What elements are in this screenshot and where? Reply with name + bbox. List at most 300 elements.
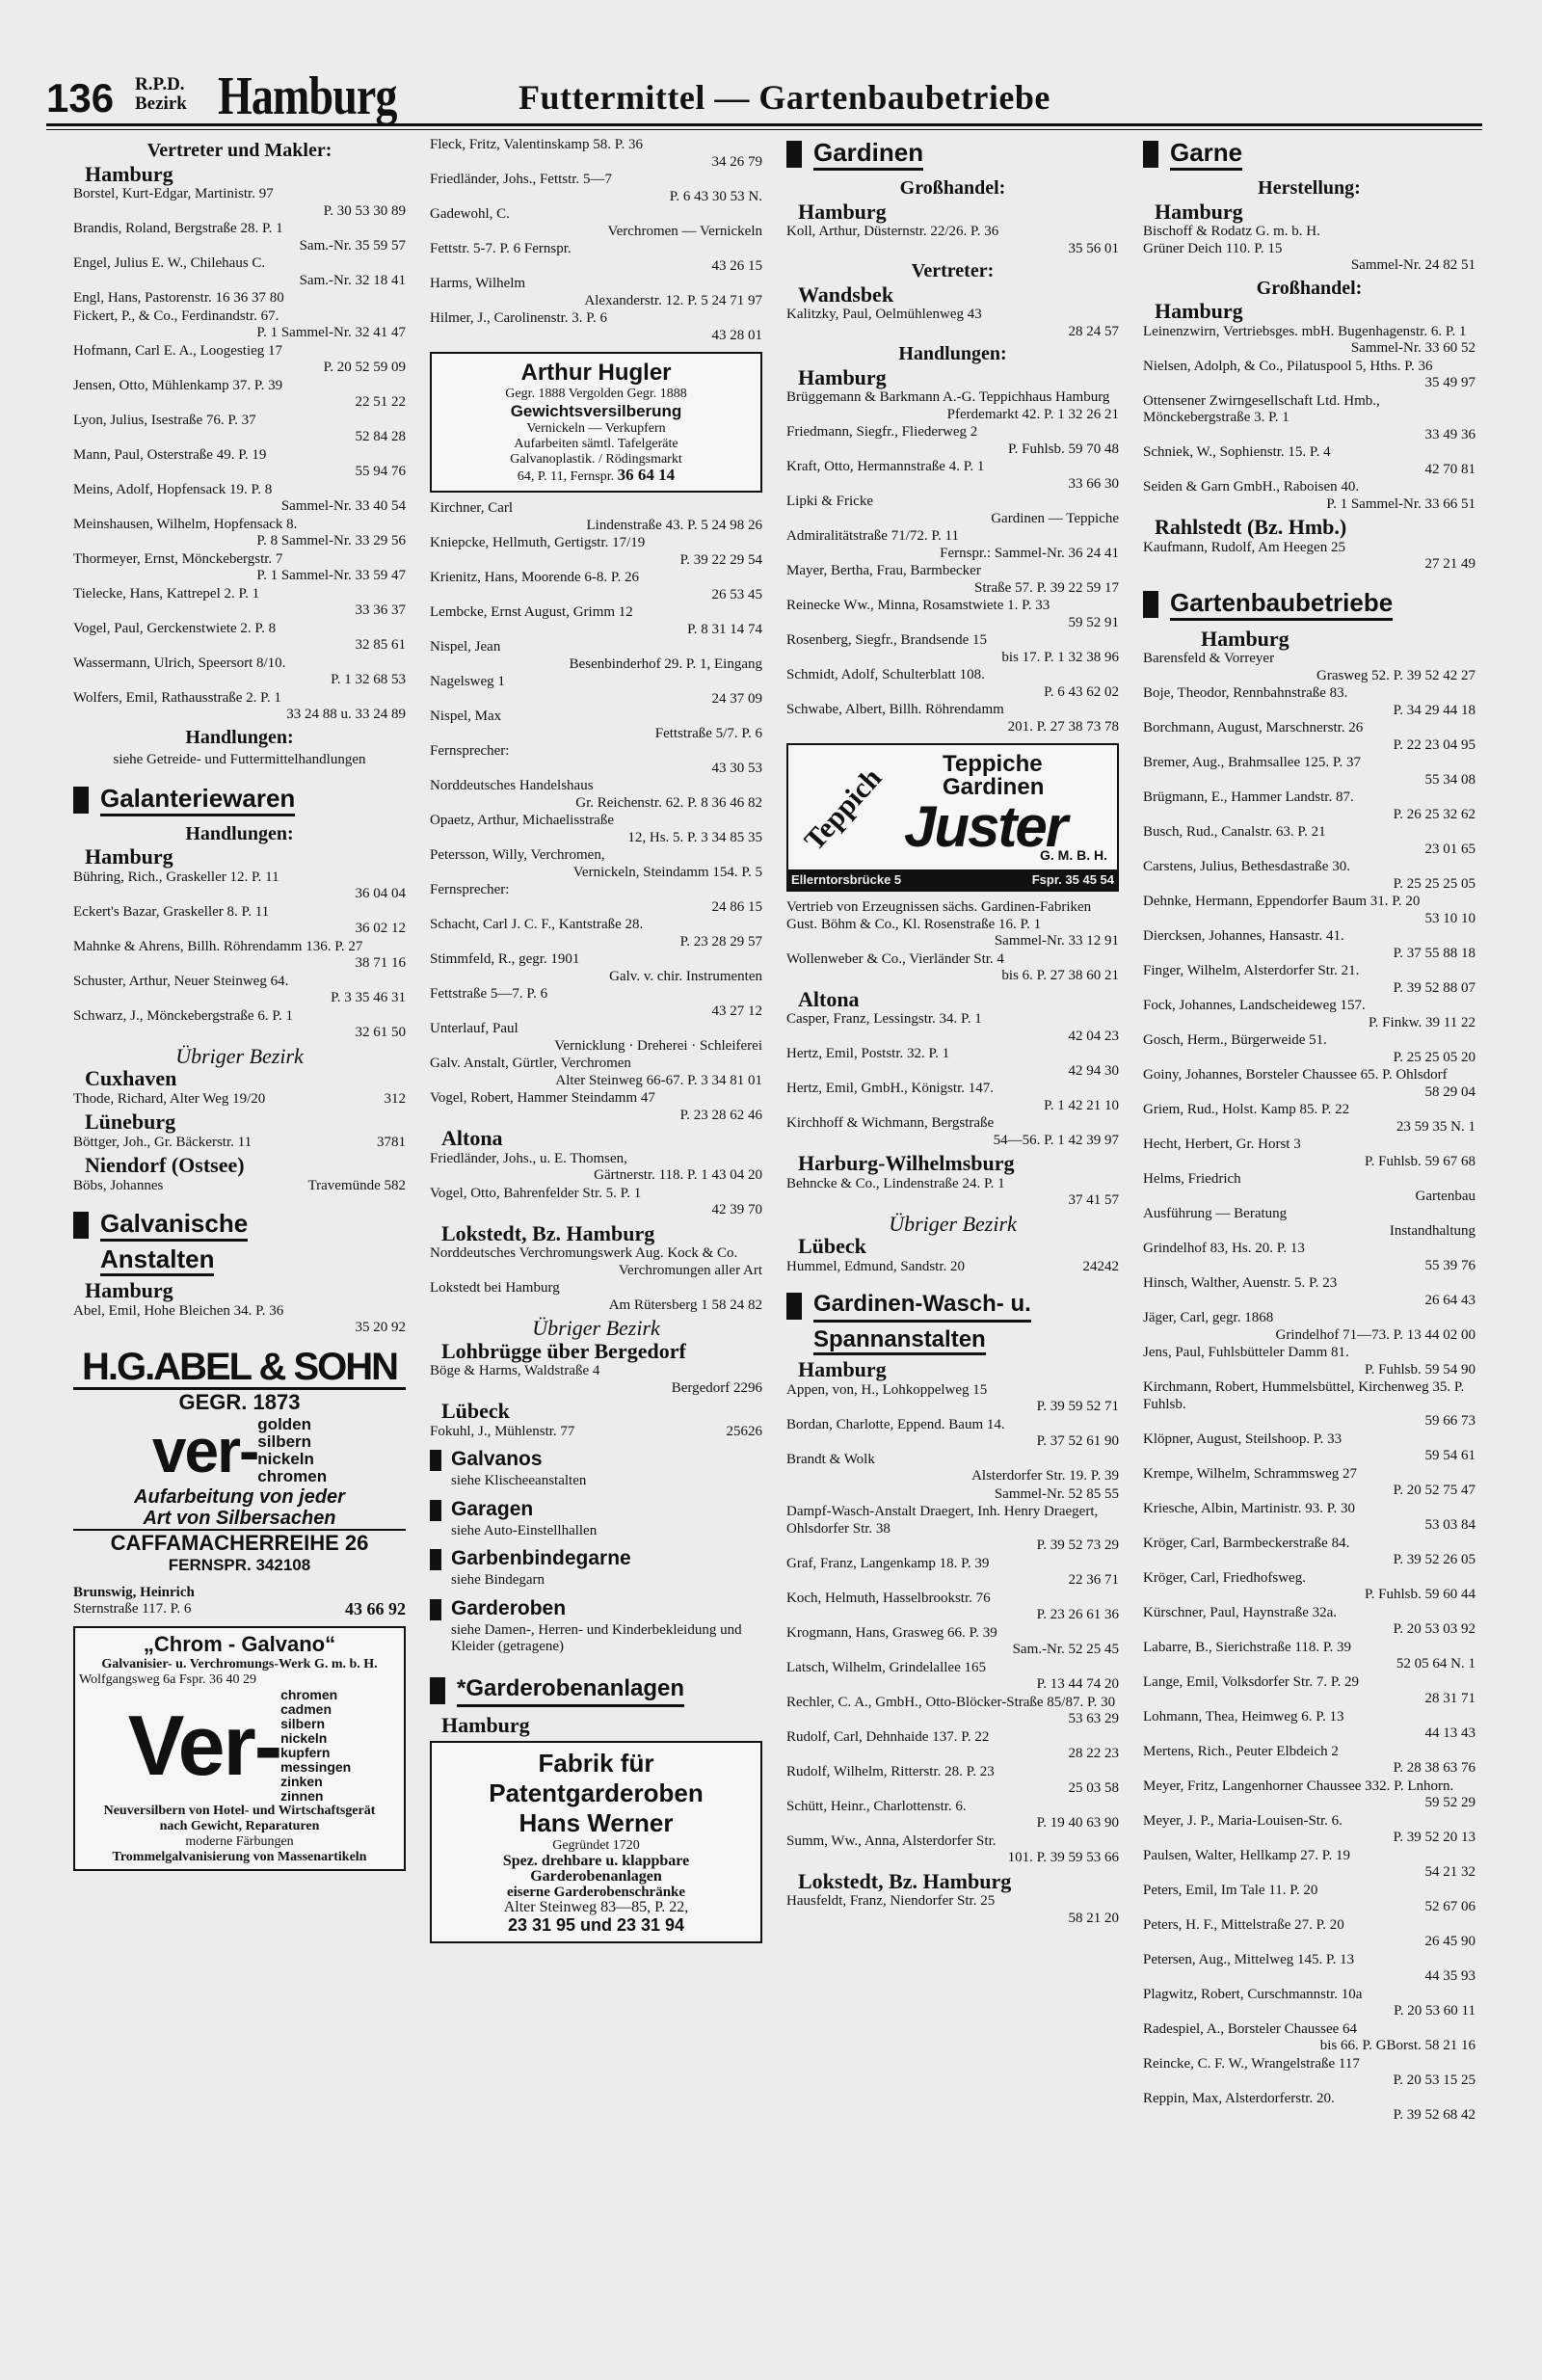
- entry-detail: 33 49 36: [1424, 426, 1476, 442]
- list-item: [1143, 894, 1476, 927]
- list-item: [73, 308, 406, 342]
- entry-detail: 32 61 50: [355, 1025, 406, 1040]
- list-item: [430, 1245, 762, 1279]
- entry-detail: Gärtnerstr. 118. P. 1 43 04 20: [594, 1167, 762, 1183]
- advertisement-hans-werner: [430, 1741, 762, 1943]
- list-item: [786, 528, 1119, 562]
- entry-text: Diercksen, Johannes, Hansastr. 41.: [1143, 928, 1344, 944]
- entry-detail: 59 66 73: [1424, 1413, 1476, 1429]
- entry-text: Lohmann, Thea, Heimweg 6. P. 13: [1143, 1708, 1344, 1725]
- entry-text: Nispel, Max: [430, 709, 502, 724]
- entry-text: Engel, Julius E. W., Chilehaus C.: [73, 255, 266, 271]
- list-item: [1143, 755, 1476, 789]
- list-item: [73, 939, 406, 973]
- square-bullet-icon: [430, 1500, 441, 1521]
- list-item: [1143, 824, 1476, 858]
- ad-title: „Chrom - Galvano“: [143, 1631, 336, 1656]
- entry-detail: Grindelhof 71—73. P. 13 44 02 00: [1275, 1326, 1476, 1343]
- cross-reference: siehe Auto-Einstellhallen: [451, 1522, 598, 1538]
- entry-detail: Gardinen — Teppiche: [991, 510, 1119, 526]
- entry-text: Koch, Helmuth, Hasselbrookstr. 76: [786, 1590, 991, 1606]
- entry-text: Schmidt, Adolf, Schulterblatt 108.: [786, 667, 985, 682]
- column-2: [430, 137, 762, 2359]
- entry-text: Fernsprecher:: [430, 882, 510, 897]
- place-heading: Hamburg: [441, 1712, 530, 1737]
- entry-detail: bis 17. P. 1 32 38 96: [1001, 649, 1119, 665]
- entry-text: Mayer, Bertha, Frau, Barmbecker: [786, 563, 981, 578]
- section-subheading: Großhandel:: [899, 177, 1006, 199]
- list-item: [1143, 479, 1476, 513]
- section-heading: [430, 1498, 762, 1521]
- list-item: [430, 986, 762, 1020]
- section-title: Spannanstalten: [813, 1326, 986, 1355]
- list-item: [1143, 1744, 1476, 1778]
- ad-line: Gegr. 1888 Vergolden Gegr. 1888: [505, 387, 687, 401]
- entry-text: Lyon, Julius, Isestraße 76. P. 37: [73, 412, 256, 428]
- entry-text: Brandt & Wolk: [786, 1451, 875, 1467]
- entry-phone: Travemünde 582: [307, 1177, 406, 1193]
- entry-detail: P. Finkw. 39 11 22: [1369, 1014, 1476, 1030]
- entry-detail: Sammel-Nr. 52 85 55: [994, 1485, 1119, 1502]
- ad-phone: FERNSPR. 342108: [168, 1555, 311, 1574]
- entry-detail: P. 30 53 30 89: [323, 202, 406, 219]
- place-heading: Harburg-Wilhelmsburg: [798, 1151, 1015, 1175]
- place-heading: Hamburg: [85, 844, 173, 869]
- ad-metal-item: cadmen: [280, 1700, 332, 1717]
- list-item: [73, 586, 406, 620]
- entry-detail: P. 1 Sammel-Nr. 32 41 47: [256, 325, 406, 340]
- ad-line: Spez. drehbare u. klappbare Garderobenanlagen: [502, 1853, 690, 1885]
- entry-detail: 44 35 93: [1424, 1968, 1476, 1984]
- entry-detail: Fettstraße 5/7. P. 6: [654, 725, 762, 741]
- entry-phone: 312: [384, 1090, 406, 1107]
- bezirk-label: [135, 75, 187, 114]
- list-item: [430, 1424, 762, 1441]
- entry-text: Bühring, Rich., Graskeller 12. P. 11: [73, 869, 279, 885]
- page-header: [46, 67, 1482, 126]
- list-item: [430, 172, 762, 205]
- list-item: [1143, 2021, 1476, 2055]
- entry-detail: Alexanderstr. 12. P. 5 24 71 97: [584, 292, 762, 308]
- ad-ver-text: ver-: [151, 1415, 258, 1485]
- ad-line: eiserne Garderobenschränke: [506, 1885, 686, 1900]
- entry-detail: P. 39 52 73 29: [1036, 1538, 1119, 1553]
- list-item: [1143, 1778, 1476, 1812]
- entry-text: Hecht, Herbert, Gr. Horst 3: [1143, 1137, 1301, 1152]
- ad-phone: Fspr. 35 45 54: [1031, 872, 1114, 887]
- entry-text: Friedländer, Johs., u. E. Thomsen,: [430, 1150, 627, 1166]
- entry-detail: P. 39 59 52 71: [1036, 1399, 1119, 1414]
- entry-detail: 42 04 23: [1068, 1028, 1119, 1044]
- entry-detail: 44 13 43: [1424, 1725, 1476, 1741]
- entry-list: [430, 500, 762, 1124]
- ad-founded: GEGR. 1873: [178, 1389, 301, 1414]
- section-title: Gardinen-Wasch- u.: [813, 1289, 1031, 1323]
- bezirk-text: Bezirk: [135, 94, 187, 114]
- entry-text: Friedmann, Siegfr., Fliederweg 2: [786, 424, 978, 440]
- ad-metal-item: nickeln: [257, 1449, 314, 1468]
- list-item: [1143, 2091, 1476, 2125]
- list-item: [73, 343, 406, 377]
- entry-text: Jens, Paul, Fuhlsbütteler Damm 81.: [1143, 1345, 1349, 1360]
- entry-list: [1143, 651, 1476, 2125]
- list-item: [786, 563, 1119, 597]
- ad-address: Ellerntorsbrücke 5: [791, 872, 902, 887]
- entry-text: Lokstedt bei Hamburg: [430, 1280, 560, 1296]
- entry-text: Mertens, Rich., Peuter Elbdeich 2: [1143, 1743, 1339, 1759]
- list-item: [430, 917, 762, 950]
- section-subheading: Handlungen:: [185, 726, 294, 748]
- ad-line: Aufarbeitung von jeder: [134, 1485, 345, 1508]
- list-item: [1143, 1570, 1476, 1604]
- entry-detail: 54 21 32: [1424, 1864, 1476, 1880]
- list-item: [73, 290, 406, 308]
- list-item: [1143, 1379, 1476, 1431]
- entry-text: Borchmann, August, Marschnerstr. 26: [1143, 720, 1364, 735]
- list-item: [786, 899, 1119, 950]
- entry-detail: 42 94 30: [1068, 1062, 1119, 1079]
- list-item: [73, 1585, 406, 1618]
- entry-text: Hilmer, J., Carolinenstr. 3. P. 6: [430, 310, 607, 326]
- list-item: [786, 1417, 1119, 1451]
- entry-phone: 35 20 92: [355, 1320, 406, 1335]
- entry-detail: Galv. v. chir. Instrumenten: [609, 968, 762, 984]
- cross-reference: siehe Bindegarn: [451, 1572, 545, 1588]
- entry-detail: 55 94 76: [355, 464, 406, 479]
- section-subheading: Vertreter:: [911, 260, 995, 281]
- entry-text: Jensen, Otto, Mühlenkamp 37. P. 39: [73, 377, 283, 393]
- entry-detail: Sammel-Nr. 33 12 91: [994, 933, 1119, 949]
- list-item: [1143, 1536, 1476, 1569]
- entry-detail: Sam.-Nr. 35 59 57: [299, 237, 406, 254]
- ad-line: nach Gewicht, Reparaturen: [159, 1818, 320, 1833]
- entry-detail: 33 24 88 u. 33 24 89: [286, 707, 406, 722]
- list-item: [786, 1660, 1119, 1694]
- entry-detail: 52 84 28: [355, 429, 406, 444]
- list-item: [73, 517, 406, 550]
- section-subheading: Vertreter und Makler:: [146, 140, 332, 161]
- list-item: [73, 221, 406, 254]
- entry-detail: Verchromungen aller Art: [618, 1262, 762, 1278]
- list-item: [1143, 1813, 1476, 1847]
- entry-text: Ottensener Zwirngesellschaft Ltd. Hmb., Mönckebergstraße 3. P. 1: [1143, 392, 1380, 425]
- entry-detail: P. 1 Sammel-Nr. 33 66 51: [1326, 495, 1476, 512]
- list-item: [430, 1021, 762, 1055]
- section-title: Garagen: [451, 1497, 534, 1520]
- ad-line: Patentgarderoben: [489, 1778, 704, 1807]
- entry-text: Rosenberg, Siegfr., Brandsende 15: [786, 632, 988, 648]
- list-item: [1143, 1466, 1476, 1500]
- entry-detail: Sammel-Nr. 33 60 52: [1350, 340, 1476, 356]
- entry-phone: 28 24 57: [1068, 323, 1119, 339]
- entry-detail: Gartenbau: [1415, 1188, 1476, 1204]
- entry-detail: P. 1 Sammel-Nr. 33 59 47: [256, 568, 406, 583]
- entry-text: Kirchhoff & Wichmann, Bergstraße: [786, 1115, 995, 1131]
- entry-text: Finger, Wilhelm, Alsterdorfer Str. 21.: [1143, 963, 1360, 978]
- list-item: [1143, 1709, 1476, 1743]
- list-item: [430, 882, 762, 916]
- entry-detail: P. Fuhlsb. 59 54 90: [1364, 1361, 1476, 1377]
- section-subheading: Großhandel:: [1256, 277, 1363, 299]
- entry-detail: P. 20 53 15 25: [1393, 2072, 1476, 2088]
- ad-metal-item: zinnen: [280, 1787, 324, 1804]
- entry-text: Casper, Franz, Lessingstr. 34. P. 1: [786, 1011, 982, 1027]
- entry-detail: P. Fuhlsb. 59 70 48: [1007, 441, 1119, 457]
- entry-detail: P. 39 22 29 54: [679, 551, 762, 568]
- list-item: [1143, 1501, 1476, 1535]
- entry-detail: Gr. Reichenstr. 62. P. 8 36 46 82: [575, 794, 762, 811]
- entry-text: Brügmann, E., Hammer Landstr. 87.: [1143, 789, 1354, 805]
- ad-metal-item: chromen: [257, 1466, 328, 1485]
- list-item: [430, 1363, 762, 1397]
- entry-detail: P. 20 52 59 09: [323, 360, 406, 375]
- ad-line: 64, P. 11, Fernspr.: [517, 469, 615, 484]
- entry-detail: P. 13 44 74 20: [1036, 1676, 1119, 1692]
- list-item: [1143, 859, 1476, 893]
- list-item: [1143, 1102, 1476, 1136]
- entry-detail: P. 20 53 60 11: [1394, 2003, 1476, 2019]
- list-item: [73, 904, 406, 938]
- entry-detail: 52 05 64 N. 1: [1396, 1656, 1476, 1671]
- entry-text: Schütt, Heinr., Charlottenstr. 6.: [786, 1798, 967, 1814]
- entry-text: Böbs, Johannes: [73, 1177, 164, 1193]
- square-bullet-icon: [73, 1212, 89, 1239]
- advertisement-juster: [786, 743, 1119, 892]
- entry-detail: 54—56. P. 1 42 39 97: [993, 1132, 1119, 1148]
- entry-text: Rudolf, Carl, Dehnhaide 137. P. 22: [786, 1728, 990, 1745]
- entry-text: Reinecke Ww., Minna, Rosamstwiete 1. P. 33: [786, 598, 1050, 613]
- list-item: [73, 447, 406, 481]
- entry-text: Böttger, Joh., Gr. Bäckerstr. 11: [73, 1134, 253, 1150]
- entry-detail: 53 63 29: [1068, 1711, 1119, 1726]
- entry-detail: 42 70 81: [1424, 461, 1476, 477]
- entry-detail: P. 26 25 32 62: [1393, 806, 1476, 822]
- advertisement-hugler: [430, 352, 762, 493]
- entry-detail: 43 30 53: [711, 760, 762, 776]
- list-item: [73, 1091, 406, 1109]
- entry-detail: Straße 57. P. 39 22 59 17: [974, 579, 1119, 596]
- entry-detail: 43 26 15: [711, 257, 762, 274]
- entry-text: Gosch, Herm., Bürgerweide 51.: [1143, 1032, 1327, 1048]
- list-item: [786, 1893, 1119, 1927]
- place-heading: Hamburg: [798, 199, 887, 224]
- list-item: [786, 1081, 1119, 1114]
- place-heading: Rahlstedt (Bz. Hmb.): [1155, 515, 1347, 539]
- place-heading: Lübeck: [441, 1399, 510, 1423]
- entry-text: Meyer, J. P., Maria-Louisen-Str. 6.: [1143, 1812, 1343, 1829]
- list-item: [73, 655, 406, 689]
- list-item: [1143, 651, 1476, 684]
- entry-text: Fernsprecher:: [430, 743, 510, 759]
- list-item: [1143, 789, 1476, 823]
- ad-line: Galvanoplastik. / Rödingsmarkt: [510, 452, 682, 467]
- place-heading: Lübeck: [798, 1234, 866, 1258]
- list-item: [1143, 444, 1476, 478]
- entry-text: Krempe, Wilhelm, Schrammsweg 27: [1143, 1465, 1357, 1482]
- entry-text: Peters, Emil, Im Tale 11. P. 20: [1143, 1882, 1318, 1898]
- advertisement-abel: [73, 1345, 406, 1577]
- entry-list: [786, 899, 1119, 985]
- list-item: [73, 551, 406, 585]
- section-heading: [1143, 587, 1476, 621]
- list-item: [786, 1382, 1119, 1416]
- entry-text: Hertz, Emil, GmbH., Königstr. 147.: [786, 1081, 994, 1096]
- list-item: [786, 632, 1119, 666]
- entry-text: Behncke & Co., Lindenstraße 24. P. 1: [786, 1175, 1005, 1191]
- entry-text: Leinenzwirn, Vertriebsges. mbH. Bugenhagenstr. 6. P. 1: [1143, 323, 1467, 339]
- entry-detail: 22 36 71: [1068, 1572, 1119, 1588]
- entry-phone: 35 56 01: [1068, 240, 1119, 256]
- entry-detail: 52 67 06: [1424, 1899, 1476, 1914]
- entry-detail: 32 85 61: [355, 637, 406, 653]
- list-item: [786, 1115, 1119, 1149]
- entry-text: Engl, Hans, Pastorenstr. 16 36 37 80: [73, 290, 284, 306]
- entry-text: Koll, Arthur, Düsternstr. 22/26. P. 36: [786, 224, 999, 239]
- entry-detail: Alter Steinweg 66-67. P. 3 34 81 01: [555, 1072, 762, 1088]
- entry-text: Kraft, Otto, Hermannstraße 4. P. 1: [786, 459, 985, 474]
- entry-phone: 27 21 49: [1424, 556, 1476, 572]
- entry-text: Mann, Paul, Osterstraße 49. P. 19: [73, 446, 267, 463]
- list-item: [430, 137, 762, 171]
- entry-text: Schniek, W., Sophienstr. 15. P. 4: [1143, 444, 1331, 460]
- entry-detail: Sam.-Nr. 52 25 45: [1012, 1642, 1119, 1657]
- entry-text: Harms, Wilhelm: [430, 276, 526, 291]
- list-item: [1143, 224, 1476, 275]
- entry-text: Kniepcke, Hellmuth, Gertigstr. 17/19: [430, 535, 646, 550]
- entry-detail: P. 20 52 75 47: [1393, 1483, 1476, 1498]
- entry-detail: Fernspr.: Sammel-Nr. 36 24 41: [940, 545, 1119, 561]
- cross-reference: siehe Getreide- und Futtermittelhandlungen: [113, 752, 366, 767]
- list-item: [73, 974, 406, 1007]
- ad-phone: 23 31 95 und 23 31 94: [507, 1915, 685, 1935]
- list-item: [1143, 2056, 1476, 2090]
- entry-text: Meinshausen, Wilhelm, Hopfensack 8.: [73, 516, 298, 532]
- list-item: [1143, 928, 1476, 962]
- ad-legal-form: G. M. B. H.: [1040, 847, 1107, 863]
- list-item: [1143, 540, 1476, 574]
- entry-detail: P. 23 26 61 36: [1036, 1607, 1119, 1622]
- column-1: [73, 137, 406, 2359]
- entry-detail: P. 39 52 20 13: [1393, 1830, 1476, 1845]
- entry-text: Hummel, Edmund, Sandstr. 20: [786, 1258, 965, 1274]
- list-item: [73, 869, 406, 903]
- entry-text: Schwarz, J., Mönckebergstraße 6. P. 1: [73, 1007, 294, 1024]
- entry-text: Borstel, Kurt-Edgar, Martinistr. 97: [73, 186, 274, 201]
- entry-detail: P. 1 32 68 53: [331, 672, 406, 687]
- entry-text: Fettstr. 5-7. P. 6 Fernspr.: [430, 241, 572, 256]
- ad-metal-list: [280, 1688, 351, 1804]
- entry-phone: 43 66 92: [345, 1599, 406, 1618]
- list-item: [786, 1833, 1119, 1867]
- entry-text: Tielecke, Hans, Kattrepel 2. P. 1: [73, 585, 260, 602]
- entry-text: Dampf-Wasch-Anstalt Draegert, Inh. Henry Draegert, Ohlsdorfer Str. 38: [786, 1504, 1099, 1537]
- entry-text: Fettstraße 5—7. P. 6: [430, 986, 548, 1002]
- list-item: [1143, 1917, 1476, 1951]
- list-item: [786, 1625, 1119, 1659]
- list-item: [1143, 1067, 1476, 1101]
- list-item: [1143, 1171, 1476, 1205]
- entry-name: Brunswig, Heinrich: [73, 1584, 195, 1600]
- entry-text: Vertrieb von Erzeugnissen sächs. Gardinen-Fabriken Gust. Böhm & Co., Kl. Rosenstraße 16. P. 1: [786, 899, 1092, 932]
- entry-text: Helms, Friedrich: [1143, 1171, 1241, 1187]
- entry-text: Kaufmann, Rudolf, Am Heegen 25: [1143, 539, 1345, 555]
- rpd-text: R.P.D.: [135, 74, 185, 94]
- place-heading: Lokstedt, Bz. Hamburg: [798, 1868, 1012, 1893]
- entry-detail: P. 3 35 46 31: [331, 990, 406, 1005]
- entry-text: Unterlauf, Paul: [430, 1021, 518, 1036]
- section-subheading: Handlungen:: [185, 822, 294, 844]
- list-item: [786, 1695, 1119, 1728]
- entry-text: Boje, Theodor, Rennbahnstraße 83.: [1143, 685, 1348, 701]
- region-heading: Übriger Bezirk: [889, 1211, 1017, 1236]
- list-item: [786, 1011, 1119, 1045]
- list-item: [1143, 1952, 1476, 1986]
- section-heading: [73, 783, 406, 816]
- list-item: [430, 241, 762, 275]
- entry-text: Kalitzky, Paul, Oelmühlenweg 43: [786, 307, 982, 322]
- list-item: [1143, 963, 1476, 997]
- entry-detail: P. 6 43 30 53 N.: [669, 188, 762, 204]
- header-rule-thin: [46, 129, 1482, 130]
- entry-detail: 28 31 71: [1424, 1691, 1476, 1706]
- ad-metal-item: golden: [257, 1414, 312, 1433]
- entry-text: Bremer, Aug., Brahmsallee 125. P. 37: [1143, 755, 1362, 770]
- list-item: [786, 1504, 1119, 1555]
- place-heading: Cuxhaven: [85, 1066, 177, 1090]
- entry-detail: Instandhaltung: [1389, 1222, 1476, 1239]
- list-item: [1143, 324, 1476, 358]
- entry-text: Summ, Ww., Anna, Alsterdorfer Str.: [786, 1832, 997, 1849]
- list-item: [73, 186, 406, 220]
- ad-metal-item: nickeln: [280, 1729, 328, 1746]
- entry-detail: P. 39 52 88 07: [1393, 979, 1476, 996]
- entry-detail: P. 34 29 44 18: [1393, 702, 1476, 718]
- list-item: [430, 206, 762, 240]
- entry-text: Lipki & Fricke: [786, 494, 873, 509]
- entry-text: Galv. Anstalt, Gürtler, Verchromen: [430, 1056, 631, 1071]
- list-item: [1143, 1640, 1476, 1673]
- entry-text: Friedländer, Johs., Fettstr. 5—7: [430, 172, 612, 187]
- place-heading: Altona: [798, 986, 860, 1011]
- entry-text: Krienitz, Hans, Moorende 6-8. P. 26: [430, 570, 640, 585]
- list-item: [73, 255, 406, 289]
- ad-company-name: Hans Werner: [518, 1808, 674, 1837]
- list-item: [1143, 1848, 1476, 1882]
- ad-ver-text: Ver-: [127, 1697, 281, 1793]
- entry-detail: 23 59 35 N. 1: [1396, 1118, 1476, 1135]
- list-item: [786, 1591, 1119, 1624]
- ad-address: CAFFAMACHERREIHE 26: [110, 1530, 369, 1555]
- list-item: [786, 1259, 1119, 1276]
- column-4: [1143, 137, 1476, 2359]
- entry-detail: Am Rütersberg 1 58 24 82: [608, 1297, 762, 1313]
- list-item: [430, 570, 762, 603]
- entry-detail: 25 03 58: [1068, 1780, 1119, 1796]
- entry-detail: 26 53 45: [711, 586, 762, 602]
- list-item: [430, 1056, 762, 1089]
- entry-detail: Alsterdorfer Str. 19. P. 39: [971, 1468, 1119, 1484]
- list-item: [786, 1486, 1119, 1504]
- entry-text: Fock, Johannes, Landscheideweg 157.: [1143, 998, 1366, 1013]
- entry-detail: 43 28 01: [711, 327, 762, 343]
- entry-text: Nispel, Jean: [430, 639, 501, 655]
- ad-founded: Gegründet 1720: [552, 1838, 640, 1853]
- list-item: [73, 621, 406, 655]
- entry-detail: P. 23 28 29 57: [679, 933, 762, 949]
- entry-text: Fickert, P., & Co., Ferdinandstr. 67.: [73, 308, 279, 324]
- entry-text: Opaetz, Arthur, Michaelisstraße: [430, 813, 615, 828]
- entry-detail: 23 01 65: [1424, 841, 1476, 857]
